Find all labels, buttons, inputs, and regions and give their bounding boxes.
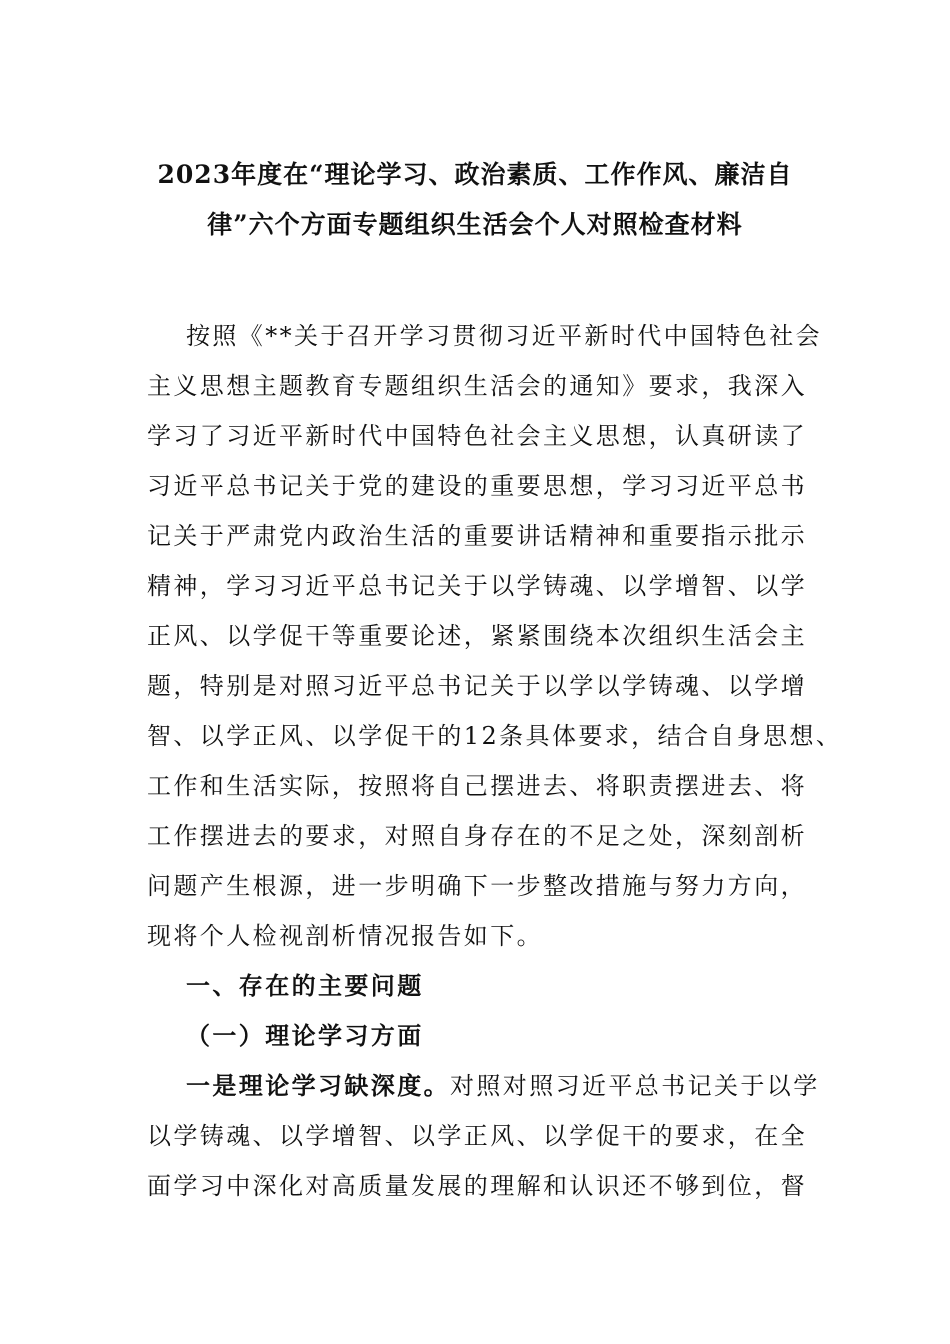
paragraph-line: 现将个人检视剖析情况报告如下。 xyxy=(147,922,543,950)
section-heading: 一、存在的主要问题 xyxy=(186,971,424,1000)
paragraph-line: 正风、以学促干等重要论述，紧紧围绕本次组织生活会主 xyxy=(147,622,807,650)
paragraph-line: 工作摆进去的要求，对照自身存在的不足之处，深刻剖析 xyxy=(147,822,807,850)
paragraph-line: 精神，学习习近平总书记关于以学铸魂、以学增智、以学 xyxy=(147,572,807,600)
paragraph-line: 面学习中深化对高质量发展的理解和认识还不够到位，督 xyxy=(147,1172,807,1200)
paragraph-line: 记关于严肃党内政治生活的重要讲话精神和重要指示批示 xyxy=(147,522,807,550)
subsection-heading: （一）理论学习方面 xyxy=(186,1021,424,1050)
paragraph-line: 以学铸魂、以学增智、以学正风、以学促干的要求，在全 xyxy=(147,1122,807,1150)
paragraph-line: 主义思想主题教育专题组织生活会的通知》要求，我深入 xyxy=(147,372,807,400)
paragraph-line: 习近平总书记关于党的建设的重要思想，学习习近平总书 xyxy=(147,472,807,500)
paragraph-line: 问题产生根源，进一步明确下一步整改措施与努力方向， xyxy=(147,872,807,900)
point-lead: 一是理论学习缺深度。 xyxy=(186,1071,450,1100)
paragraph-line: 工作和生活实际，按照将自己摆进去、将职责摆进去、将 xyxy=(147,772,807,800)
document-title-line-2: 律”六个方面专题组织生活会个人对照检查材料 xyxy=(207,210,743,239)
paragraph-line: 按照《**关于召开学习贯彻习近平新时代中国特色社会 xyxy=(186,322,822,350)
paragraph-line: 学习了习近平新时代中国特色社会主义思想，认真研读了 xyxy=(147,422,807,450)
document-title-line-1: 2023年度在“理论学习、政治素质、工作作风、廉洁自 xyxy=(157,160,793,189)
paragraph-line: 题，特别是对照习近平总书记关于以学以学铸魂、以学增 xyxy=(147,672,807,700)
point-line xyxy=(186,1071,820,1101)
point-text: 对照对照习近平总书记关于以学 xyxy=(450,1072,820,1100)
paragraph-line: 智、以学正风、以学促干的12条具体要求，结合自身思想、 xyxy=(147,722,843,750)
